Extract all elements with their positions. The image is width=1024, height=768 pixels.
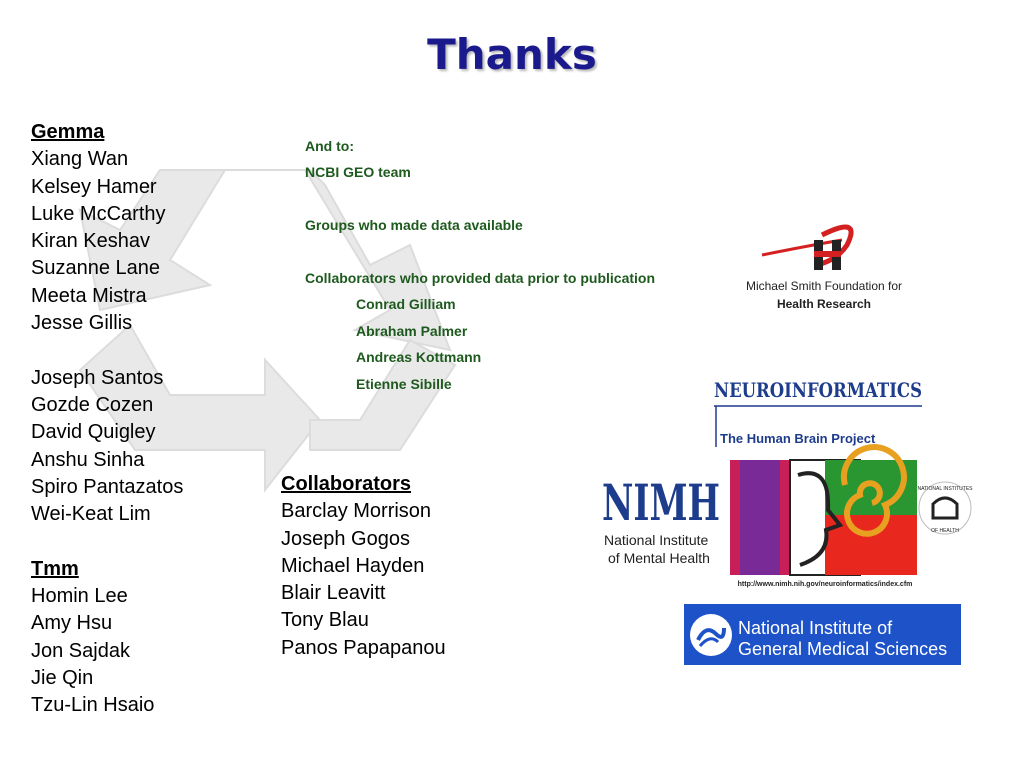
msfhr-line2: Health Research [776,297,872,311]
prior-collaborator: Abraham Palmer [356,322,468,339]
nih-line2: OF HEALTH [931,528,959,534]
nih-seal [915,478,975,538]
neuro-sub: The Human Brain Project [720,431,876,446]
nimh-logo [600,455,930,590]
collaborators-heading: Collaborators [281,473,412,495]
groups-line: Groups who made data available [305,217,523,233]
gemma-member: Anshu Sinha [31,448,145,471]
spacer [31,528,183,555]
gemma-member: Suzanne Lane [31,257,161,280]
msfhr-mark-icon [722,215,927,320]
neuroinformatics-logo [712,375,924,450]
and-to-heading: And to: [305,138,354,154]
nigms-logo [684,604,961,665]
collaborator: Michael Hayden [281,554,425,577]
brain-art-icon [722,447,917,579]
neuro-title: NEUROINFORMATICS [714,378,922,402]
gemma-member: David Quigley [31,421,156,444]
prior-collaborator: Etienne Sibille [356,375,452,392]
nimh-line2: of Mental Health [608,550,710,566]
nimh-line1: National Institute [604,532,709,548]
nih-emblem-icon [933,498,957,518]
tmm-member: Amy Hsu [31,612,113,635]
and-to-block [305,138,665,393]
gemma-heading: Gemma [31,121,105,143]
gemma-member: Meeta Mistra [31,284,147,307]
gemma-member: Jesse Gillis [31,312,133,335]
collaborator: Tony Blau [281,609,369,632]
nimh-letters: NIMH [602,473,720,532]
nigms-emblem-icon [690,614,732,656]
gemma-member: Kelsey Hamer [31,175,157,198]
geo-team: NCBI GEO team [305,164,411,180]
gemma-member: Joseph Santos [31,366,164,389]
prior-collaborators-line: Collaborators who provided data prior to publication [305,270,656,286]
collaborator: Panos Papapanou [281,636,446,659]
tmm-heading: Tmm [31,557,79,580]
prior-collaborator: Conrad Gilliam [356,296,456,312]
gemma-member: Spiro Pantazatos [31,475,184,498]
tmm-member: Homin Lee [31,585,128,608]
gemma-member: Kiran Keshav [31,230,150,253]
prior-collaborator: Andreas Kottmann [356,349,482,365]
spacer [31,337,183,364]
nigms-line1: National Institute of [738,618,893,638]
collaborator: Barclay Morrison [281,500,432,523]
msfhr-line1: Michael Smith Foundation for [745,279,903,293]
tmm-member: Jie Qin [31,666,94,689]
collaborator: Joseph Gogos [281,527,410,550]
nimh-url: http://www.nimh.nih.gov/neuroinformatics/index.cfm [737,581,913,588]
nih-line1: NATIONAL INSTITUTES [917,486,973,492]
msfhr-logo [722,215,927,320]
gemma-member: Wei-Keat Lim [31,503,151,526]
gemma-member: Luke McCarthy [31,202,166,225]
nigms-line2: General Medical Sciences [738,639,948,659]
tmm-member: Tzu-Lin Hsaio [31,694,155,717]
collaborators-column [281,471,446,662]
collaborator: Blair Leavitt [281,582,386,605]
gemma-member: Xiang Wan [31,148,129,171]
tmm-member: Jon Sajdak [31,639,130,662]
team-column [31,119,183,720]
slide-title: Thanks [427,30,597,79]
gemma-member: Gozde Cozen [31,393,154,416]
